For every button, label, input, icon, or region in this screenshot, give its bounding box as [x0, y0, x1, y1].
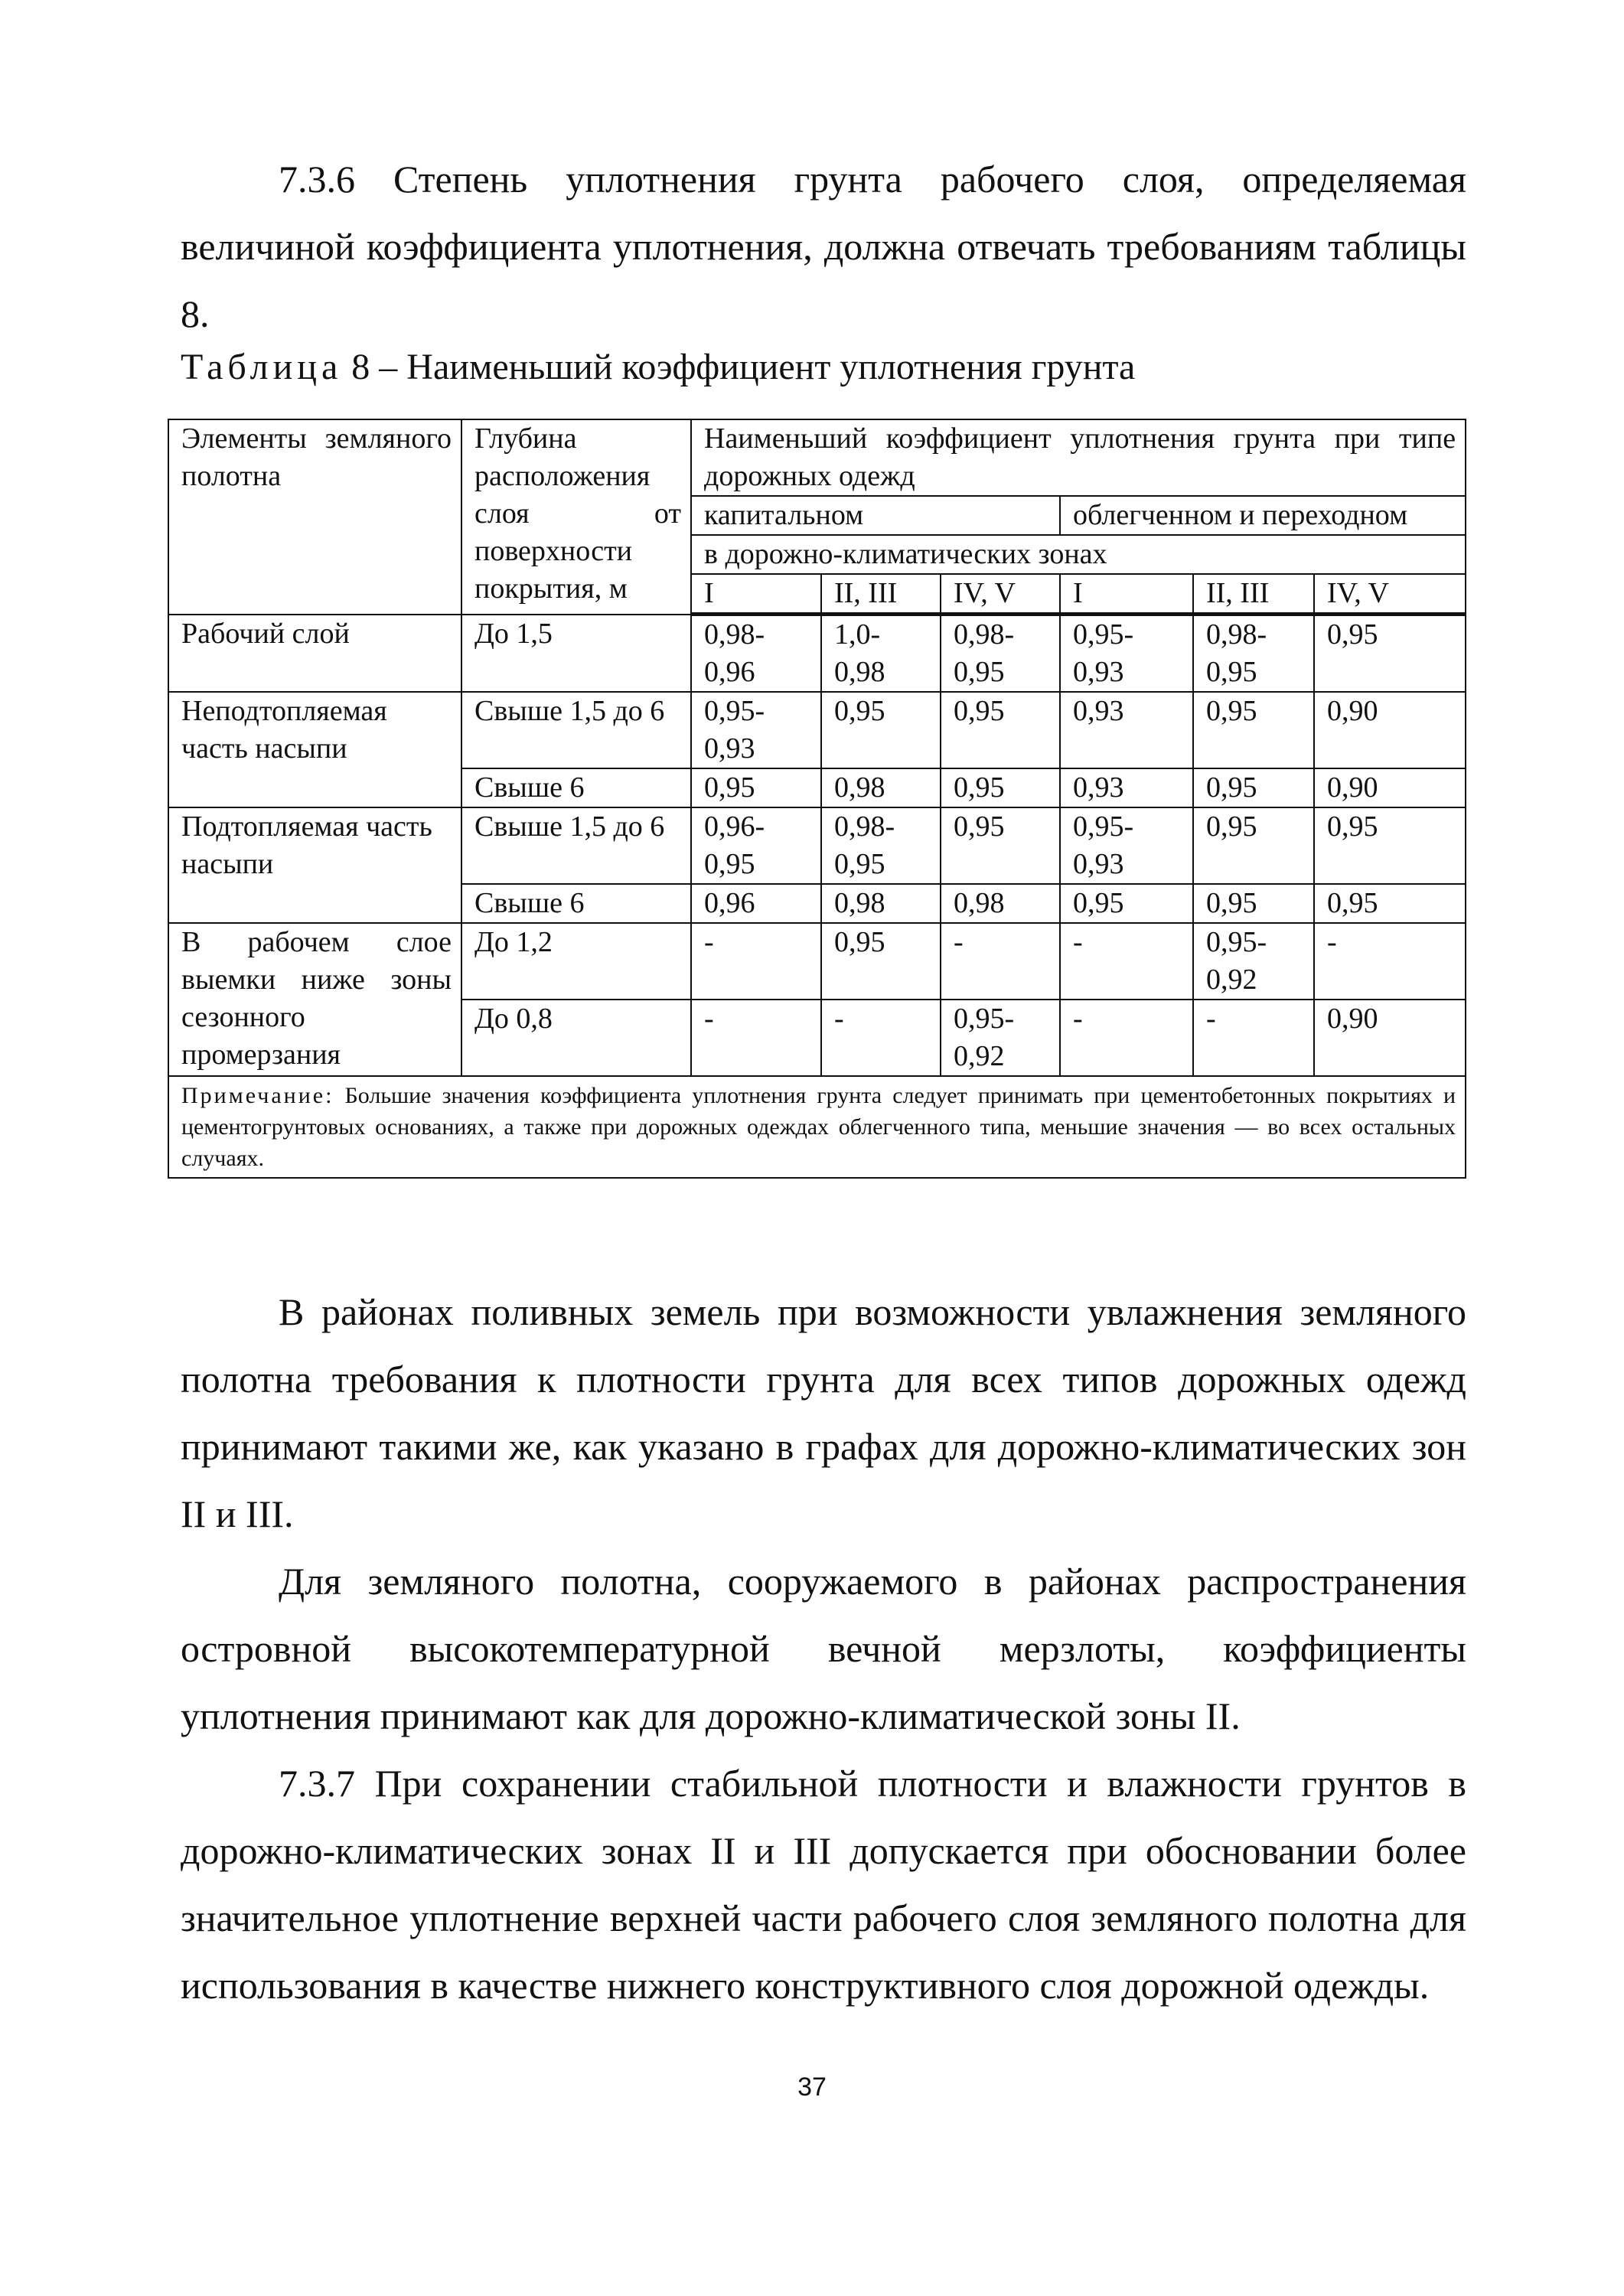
value-cell: 0,95-0,92 [1193, 923, 1314, 1000]
table-row [168, 615, 1466, 693]
value-cell: 0,95-0,92 [941, 1000, 1060, 1076]
zone-header: I [1060, 574, 1193, 615]
value-cell: 0,95-0,93 [1060, 615, 1193, 693]
value-cell: 0,95 [1060, 884, 1193, 923]
row-depth: Свыше 1,5 до 6 [461, 807, 691, 884]
value-cell: 0,95 [1193, 768, 1314, 807]
paragraph: Для земляного полотна, сооружаемого в районах распространения островной высокотемпературной вечной мерзлоты, коэффициенты уплотнения принимают как для дорожно-климатической зоны II. [181, 1560, 1466, 1737]
table-note-row [168, 1076, 1466, 1178]
value-cell: - [1060, 923, 1193, 1000]
value-cell: 0,95 [1193, 692, 1314, 768]
row-element: В рабочем слое выемки ниже зоны сезонного промерзания [168, 923, 461, 1076]
table-title-label: Таблица [181, 347, 343, 387]
row-depth: До 1,2 [461, 923, 691, 1000]
note-label: Примечание: [181, 1083, 334, 1108]
value-cell: 0,95 [821, 692, 941, 768]
value-cell: 0,95-0,93 [1060, 807, 1193, 884]
intro-paragraph: 7.3.6 Степень уплотнения грунта рабочего слоя, определяемая величиной коэффициента уплотнения, должна отвечать требованиям таблицы 8. [181, 158, 1466, 335]
value-cell: 0,95 [1314, 884, 1466, 923]
paragraph: В районах поливных земель при возможности увлажнения земляного полотна требования к плотности грунта для всех типов дорожных одежд принимают такими же, как указано в графах для дорожно-климатических зон II и III. [181, 1290, 1466, 1535]
header-group-light: облегченном и переходном [1060, 496, 1466, 535]
page-number: 37 [797, 2073, 827, 2102]
value-cell: 0,95 [941, 692, 1060, 768]
compaction-table [168, 419, 1466, 1179]
value-cell: 0,95 [691, 768, 821, 807]
value-cell: 0,98-0,95 [941, 615, 1060, 693]
row-element: Рабочий слой [168, 615, 461, 693]
value-cell: 0,95 [1314, 615, 1466, 693]
zone-header: IV, V [941, 574, 1060, 615]
body-text [181, 1278, 1466, 2019]
value-cell: 0,90 [1314, 1000, 1466, 1076]
value-cell: 0,98-0,96 [691, 615, 821, 693]
header-zones-label: в дорожно-климатических зонах [691, 535, 1466, 574]
value-cell: 1,0-0,98 [821, 615, 941, 693]
value-cell: 0,93 [1060, 768, 1193, 807]
row-depth: Свыше 1,5 до 6 [461, 692, 691, 768]
row-depth: Свыше 6 [461, 884, 691, 923]
value-cell: - [691, 1000, 821, 1076]
row-element: Неподтопляемая часть насыпи [168, 692, 461, 807]
table-title [181, 346, 1135, 388]
table-row [168, 807, 1466, 884]
table-row [168, 692, 1466, 768]
header-coefficient: Наименьший коэффициент уплотнения грунта при типе дорожных одежд [691, 419, 1466, 496]
value-cell: 0,96 [691, 884, 821, 923]
table-row [168, 923, 1466, 1000]
header-depth: Глубина расположения слоя от поверхности покрытия, м [461, 419, 691, 615]
value-cell: - [1193, 1000, 1314, 1076]
zone-header: II, III [1193, 574, 1314, 615]
value-cell: 0,98-0,95 [1193, 615, 1314, 693]
value-cell: 0,93 [1060, 692, 1193, 768]
value-cell: 0,90 [1314, 692, 1466, 768]
value-cell: 0,95 [1193, 807, 1314, 884]
value-cell: 0,95 [1314, 807, 1466, 884]
value-cell: 0,90 [1314, 768, 1466, 807]
value-cell: 0,96-0,95 [691, 807, 821, 884]
value-cell: - [1314, 923, 1466, 1000]
zone-header: IV, V [1314, 574, 1466, 615]
row-depth: До 0,8 [461, 1000, 691, 1076]
value-cell: 0,98 [941, 884, 1060, 923]
value-cell: 0,95 [1193, 884, 1314, 923]
value-cell: - [821, 1000, 941, 1076]
row-element: Подтопляемая часть насыпи [168, 807, 461, 923]
table-title-text: 8 – Наименьший коэффициент уплотнения грунта [342, 347, 1136, 387]
header-elements: Элементы земляного полотна [168, 419, 461, 615]
paragraph: 7.3.7 При сохранении стабильной плотности и влажности грунтов в дорожно-климатических зонах II и III допускается при обосновании более значительное уплотнение верхней части рабочего слоя земляного полотна для использования в качестве нижнего конструктивного слоя дорожной одежды. [181, 1762, 1466, 2007]
value-cell: 0,98 [821, 768, 941, 807]
zone-header: I [691, 574, 821, 615]
value-cell: - [941, 923, 1060, 1000]
note-text: Большие значения коэффициента уплотнения грунта следует принимать при цементобетонных покрытиях и цементогрунтовых основаниях, а также при дорожных одеждах облегченного типа, меньшие значения — во всех остальных случаях. [181, 1083, 1456, 1171]
value-cell: - [691, 923, 821, 1000]
value-cell: 0,95 [941, 768, 1060, 807]
value-cell: 0,98 [821, 884, 941, 923]
value-cell: 0,95 [941, 807, 1060, 884]
zone-header: II, III [821, 574, 941, 615]
value-cell: 0,95-0,93 [691, 692, 821, 768]
header-group-capital: капитальном [691, 496, 1060, 535]
row-depth: Свыше 6 [461, 768, 691, 807]
value-cell: 0,98-0,95 [821, 807, 941, 884]
value-cell: - [1060, 1000, 1193, 1076]
table-note [168, 1076, 1466, 1178]
value-cell: 0,95 [821, 923, 941, 1000]
row-depth: До 1,5 [461, 615, 691, 693]
